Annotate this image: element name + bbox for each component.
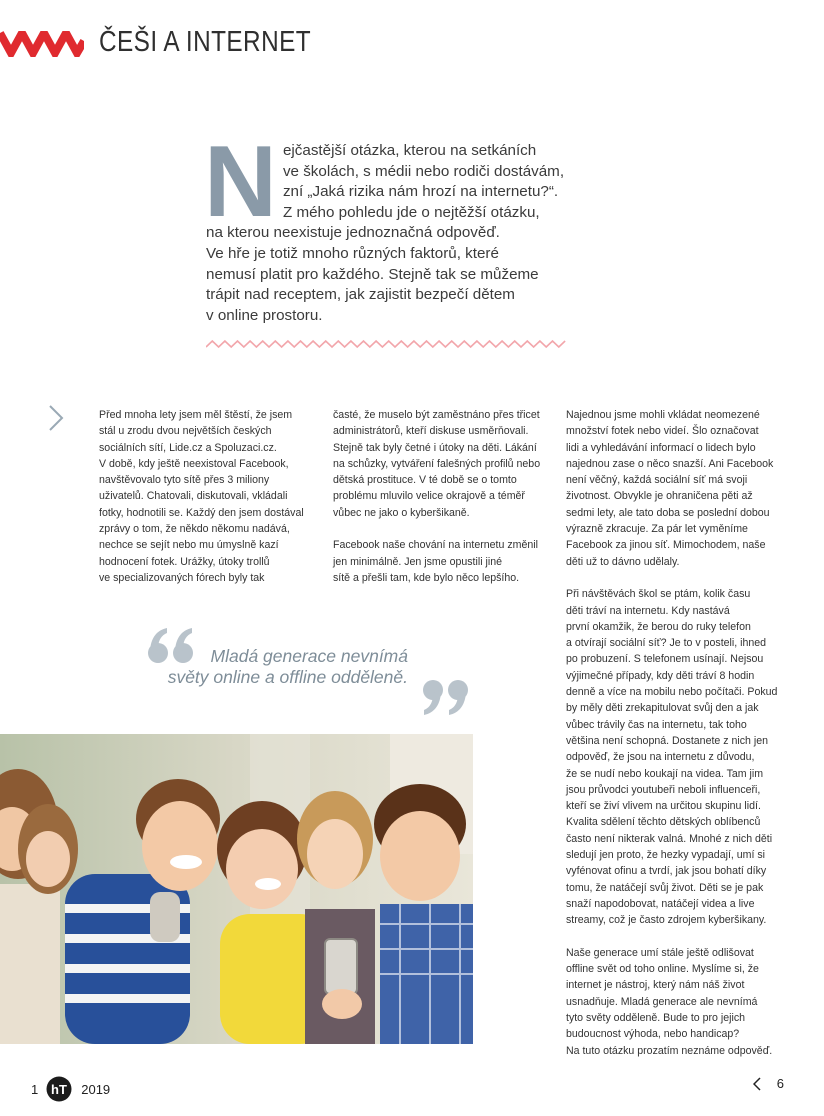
text-line: lidi a vyhledávání informací o lidech bylo [566, 441, 756, 454]
chevron-left-icon[interactable] [753, 1077, 761, 1091]
text-line: fotky, hodnotili se. Každý den jsem dostával [99, 506, 304, 519]
pull-quote-line: světy online a offline odděleně. [167, 667, 408, 687]
intro-line: ve školách, s médii nebo rodiči dostávám, [282, 162, 565, 180]
intro-line: zní „Jaká rizika nám hrozí na internetu?“. [282, 183, 559, 201]
text-line: není věčný, každá sociální síť má svoji [566, 474, 748, 487]
text-line: stál u zrodu dvou největších českých [99, 425, 272, 438]
intro-line: na kterou neexistuje jednoznačná odpověď. [206, 224, 500, 242]
intro-paragraph [204, 126, 566, 326]
paragraph [99, 407, 324, 586]
text-line: uživatelů. Chatovali, diskutovali, vkládali [99, 490, 288, 503]
intro-line: nemusí platit pro každého. Stejně tak se můžeme [206, 265, 539, 283]
text-line: hodnocení fotek. Urážky, útoky trollů [99, 555, 270, 568]
quote-close-icon [417, 677, 469, 717]
text-line: že se nudí nebo koukají na videa. Tam jim [566, 767, 764, 780]
text-line: budoucnost výhoda, nebo handicap? [566, 1028, 740, 1041]
text-line: často není nikterak valná. Mnohé z nich děti [566, 832, 773, 845]
text-line: denně a více na mobilu nebo počítači. Pokud [566, 686, 778, 699]
text-line: navštěvovalo tyto sítě přes 3 miliony [99, 474, 270, 487]
text-line: jen minimálně. Jen jsme opustili jiné [333, 555, 502, 568]
text-line: ve specializovaných fórech byly tak [99, 571, 265, 584]
page-number-right: 6 [776, 1076, 784, 1091]
text-line: by měly děti zrekapitulovat svůj den a jak [566, 702, 759, 715]
text-column-1 [99, 407, 324, 586]
text-line: V době, kdy ještě neexistoval Facebook, [99, 457, 289, 470]
text-line: Na tuto otázku prozatím neznáme odpověď. [566, 1044, 773, 1057]
text-line: na schůzky, vytváření falešných profilů nebo [333, 457, 541, 470]
text-line: sociálních sítí, Lide.cz a Spoluzaci.cz. [99, 441, 277, 454]
text-line: výrazně zkracuje. Za pár let vyměníme [566, 523, 748, 536]
text-line: internet je nástroj, který nám náš život [566, 979, 745, 992]
page-number-left: 1 [31, 1081, 39, 1097]
red-zigzag-icon [0, 31, 84, 57]
svg-text:hT: hT [51, 1082, 68, 1097]
intro-line: v online prostoru. [206, 306, 323, 324]
chevron-right-icon [47, 404, 65, 432]
text-line: tyto světy odděleně. Bude to pro jejich [566, 1011, 746, 1024]
pull-quote [160, 646, 408, 688]
text-line: děti už to dávno udělaly. [566, 555, 680, 568]
text-line: kteří se živí vlivem na určitou skupinu lidí. [566, 800, 761, 813]
dropcap-letter: N [204, 126, 277, 238]
section-title: ČEŠI A INTERNET [99, 26, 312, 58]
text-line: Stejně tak byly četné i útoky na děti. Lákání [333, 441, 537, 454]
paragraph [566, 945, 788, 1059]
text-line: děti tráví na internetu. Kdy nastává [566, 604, 730, 617]
text-column-3 [566, 407, 788, 1059]
text-line: Naše generace umí stále ještě odlišovat [566, 946, 754, 959]
ht-logo-icon [46, 1076, 72, 1102]
text-line: usnadňuje. Mladá generace ale nevnímá [566, 995, 758, 1008]
text-line: snaží napodobovat, natáčejí videa a live [566, 897, 755, 910]
paragraph [333, 537, 551, 586]
text-line: výjimečné případy, kdy děti tráví 8 hodin [566, 669, 755, 682]
paragraph [566, 586, 788, 928]
text-line: a otvírají sociální síť? Je to v posteli, ihned [566, 637, 767, 650]
pull-quote-line: Mladá generace nevnímá [210, 646, 408, 666]
text-line: množství fotek nebo videí. Šlo označovat [566, 425, 759, 438]
text-line: dětská prostituce. V té době se o tomto [333, 474, 517, 487]
pink-zigzag-divider [206, 339, 568, 349]
intro-line: Ve hře je totiž mnoho různých faktorů, které [206, 244, 499, 262]
text-line: většina není schopná. Dostanete z nich jen [566, 734, 769, 747]
text-line: administrátorů, kteří diskuse usměrňovali. [333, 425, 529, 438]
footer-left [31, 1076, 110, 1102]
text-line: Před mnoha lety jsem měl štěstí, že jsem [99, 409, 293, 421]
text-line: Při návštěvách škol se ptám, kolik času [566, 588, 751, 601]
text-line: Facebook za jinou síť. Mimochodem, naše [566, 539, 766, 552]
text-line: po probuzení. S telefonem usínají. Nejsou [566, 653, 764, 666]
text-line: vůbec ne jako o kyberšikaně. [333, 506, 470, 519]
text-line: najednou zase o něco snazší. Ani Facebook [566, 457, 774, 470]
text-column-2 [333, 407, 551, 586]
text-line: tomu, že natáčejí svůj život. Děti se je pak [566, 881, 764, 894]
intro-line: ejčastější otázka, kterou na setkáních [282, 142, 537, 159]
text-line: Facebook naše chování na internetu změnil [333, 539, 538, 552]
text-line: Kvalita sdělení těchto dětských oblíbenců [566, 816, 761, 829]
text-line: zprávy o tom, že někdo někomu nadává, [99, 523, 290, 536]
text-line: Najednou jsme mohli vkládat neomezené [566, 409, 760, 421]
text-line: offline svět od toho online. Myslíme si, že [566, 963, 759, 976]
text-line: odpověď, že jsou na internetu z důvodu, [566, 751, 755, 764]
children-with-phones-photo [0, 734, 473, 1044]
issue-year: 2019 [81, 1081, 111, 1097]
text-line: nechce se sejít nebo mu úmyslně kazí [99, 539, 279, 552]
text-line: sítě a přešli tam, kde bylo něco lepšího. [333, 571, 520, 584]
text-line: jsou průvodci youtubeři neboli influenceři, [566, 783, 761, 796]
text-line: životnost. Obvykle je ohraničena pěti až [566, 490, 753, 503]
intro-line: trápit nad receptem, jak zajistit bezpečí dětem [206, 286, 515, 304]
text-line: sledují jen proto, že hezky vypadají, umí si [566, 849, 766, 862]
text-line: vůbec trávily čas na internetu, tak toho [566, 718, 747, 731]
text-line: první okamžik, že berou do ruky telefon [566, 620, 751, 633]
text-line: streamy, což je často zdrojem kyberšikany. [566, 914, 767, 927]
intro-line: Z mého pohledu jde o nejtěžší otázku, [282, 203, 540, 221]
text-line: problému mluvilo velice okrajově a téměř [333, 490, 525, 503]
text-line: vyfénovat ofinu a tvrdí, jak jsou bohatí díky [566, 865, 767, 878]
paragraph [333, 407, 551, 521]
footer-right [753, 1076, 784, 1091]
paragraph [566, 407, 788, 570]
text-line: časté, že muselo být zaměstnáno přes třicet [333, 409, 540, 421]
text-line: sedmi lety, ale tato doba se poslední dobou [566, 506, 770, 519]
